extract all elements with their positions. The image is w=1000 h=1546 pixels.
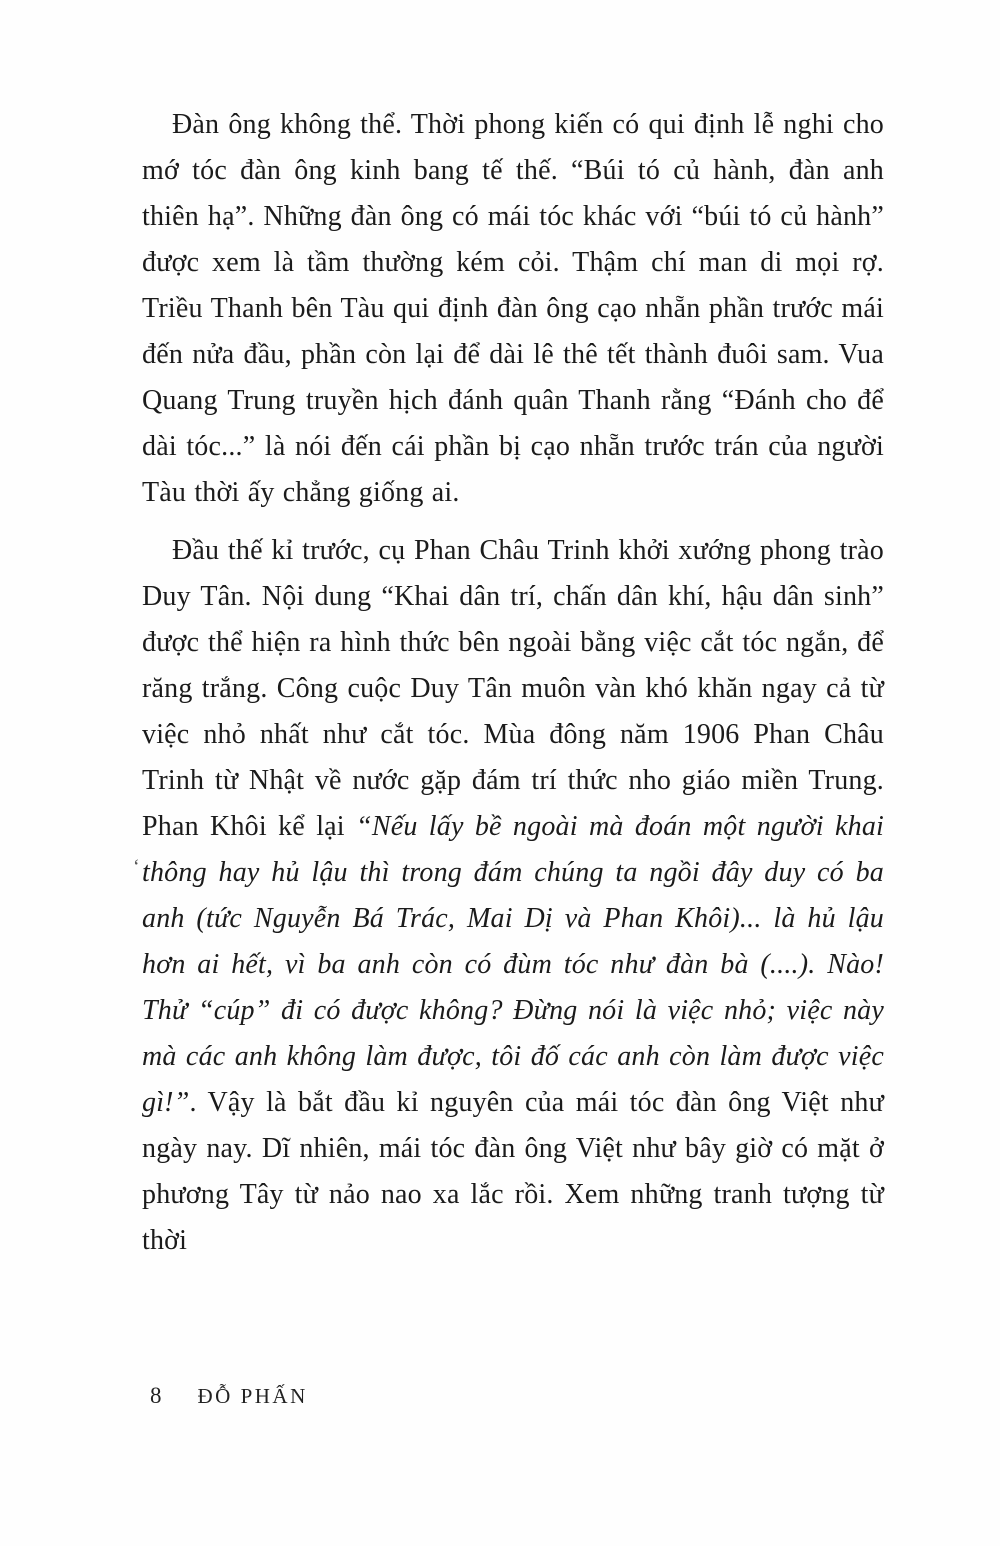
paragraph-1 xyxy=(142,102,884,516)
paragraph-2 xyxy=(142,528,884,1264)
paragraph-2-text-tail: . Vậy là bắt đầu kỉ nguyên của mái tóc đàn ông Việt như ngày nay. Dĩ nhiên, mái tóc đàn ông Việt như bây giờ có mặt ở phương Tây từ nảo nao xa lắc rồi. Xem những tranh tượng từ thời xyxy=(142,1087,884,1256)
scan-artifact-mark: ‘ xyxy=(133,856,140,878)
page-footer xyxy=(150,1383,308,1409)
paragraph-2-quote-italic: “Nếu lấy bề ngoài mà đoán một người khai thông hay hủ lậu thì trong đám chúng ta ngồi đây duy có ba anh (tức Nguyễn Bá Trác, Mai Dị và Phan Khôi)... là hủ lậu hơn ai hết, vì ba anh còn có đùm tóc như đàn bà (....). Nào! Thử “cúp” đi có được không? Đừng nói là việc nhỏ; việc này mà các anh không làm được, tôi đố các anh còn làm được việc gì!” xyxy=(142,811,884,1118)
paragraph-2-text-lead: Đầu thế kỉ trước, cụ Phan Châu Trinh khởi xướng phong trào Duy Tân. Nội dung “Khai dân trí, chấn dân khí, hậu dân sinh” được thể hiện ra hình thức bên ngoài bằng việc cắt tóc ngắn, để răng trắng. Công cuộc Duy Tân muôn vàn khó khăn ngay cả từ việc nhỏ nhất như cắt tóc. Mùa đông năm 1906 Phan Châu Trinh từ Nhật về nước gặp đám trí thức nho giáo miền Trung. Phan Khôi kể lại xyxy=(142,535,884,842)
paragraph-1-text: Đàn ông không thể. Thời phong kiến có qui định lễ nghi cho mớ tóc đàn ông kinh bang tế thế. “Búi tó củ hành, đàn anh thiên hạ”. Những đàn ông có mái tóc khác với “búi tó củ hành” được xem là tầm thường kém cỏi. Thậm chí man di mọi rợ. Triều Thanh bên Tàu qui định đàn ông cạo nhẵn phần trước mái đến nửa đầu, phần còn lại để dài lê thê tết thành đuôi sam. Vua Quang Trung truyền hịch đánh quân Thanh rằng “Đánh cho để dài tóc...” là nói đến cái phần bị cạo nhẵn trước trán của người Tàu thời ấy chẳng giống ai. xyxy=(142,109,884,508)
page-number: 8 xyxy=(150,1383,162,1408)
body-text xyxy=(142,102,884,1276)
author-name: ĐỖ PHẤN xyxy=(197,1384,308,1408)
